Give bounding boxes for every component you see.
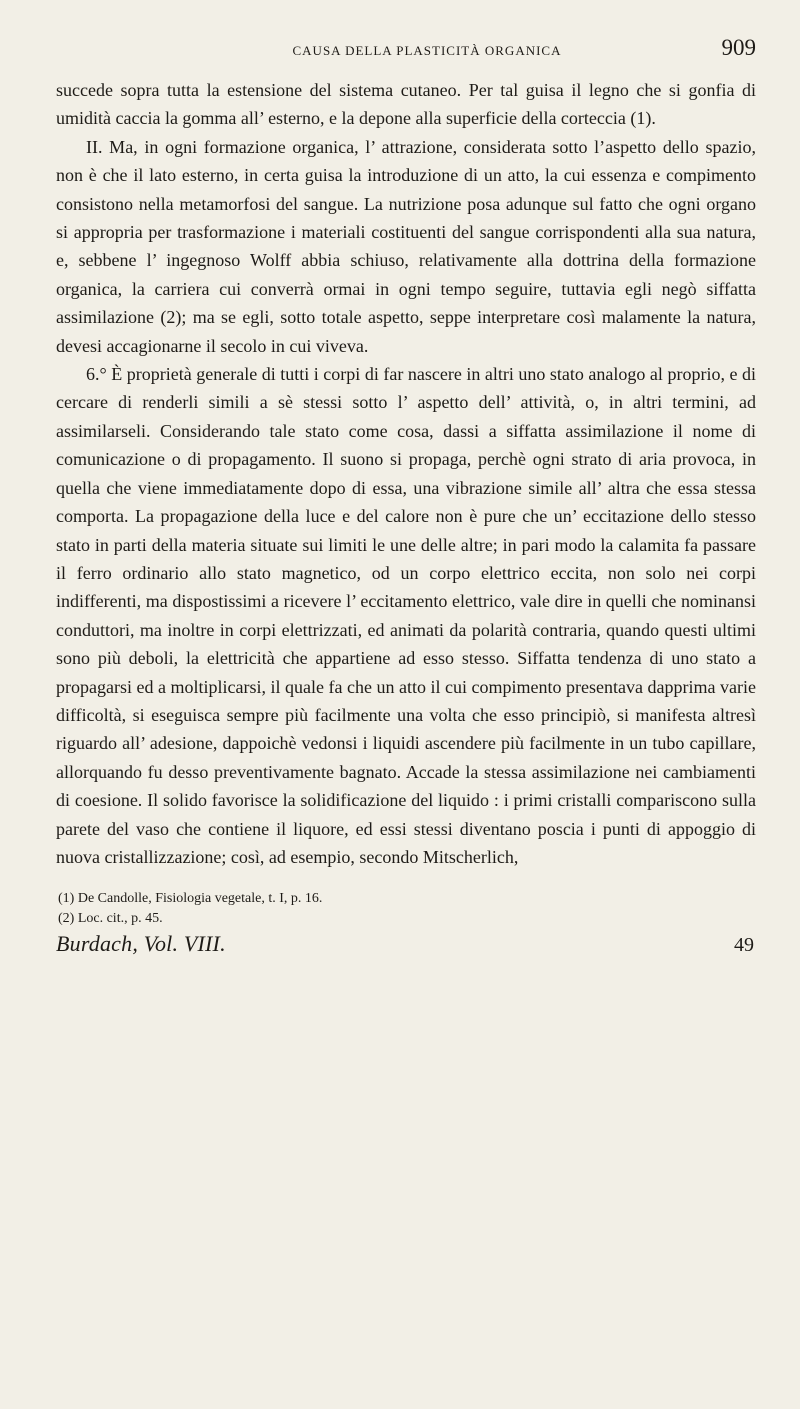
paragraph-section-6: 6.° È proprietà generale di tutti i corpi di far nascere in altri uno stato analogo al proprio, e di cercare di renderli simili a sè stessi sotto l’ aspetto dell’ attività, o, in altri termini, ad assimilarseli. Considerando tale stato come cosa, dassi a siffatta assimilazione il nome di comunicazione o di propagamento. Il suono si propaga, perchè ogni strato di aria provoca, in quella che viene immediatamente dopo di essa, una vibrazione simile all’ altra che essa stessa comporta. La propagazione della luce e del calore non è pure che un’ eccitazione dello stesso stato in parti della materia situate sui limiti le une delle altre; in pari modo la calamita fa passare il ferro ordinario allo stato magnetico, od un corpo elettrico eccita, non solo nei corpi indifferenti, ma dispostissimi a ricevere l’ eccitamento elettrico, vale dire in quelli che nominansi conduttori, ma inoltre in corpi elettrizzati, ed animati da polarità contraria, quando questi ultimi sono più deboli, la elettricità che appartiene ad esso stesso. Siffatta tendenza di uno stato a propagarsi ed a moltiplicarsi, il quale fa che un atto il cui compimento presentava dapprima varie difficoltà, si eseguisca sempre più facilmente una volta che esso principiò, si manifesta altresì riguardo all’ adesione, dappoichè vedonsi i liquidi ascendere più facilmente in un tubo capillare, allorquando fu desso preventivamente bagnato. Accade la stessa assimilazione nei cambiamenti di coesione. Il solido favorisce la solidificazione del liquido : i primi cristalli compariscono sulla parete del vaso che contiene il liquore, ed essi stessi diventano poscia i punti di appoggio di nuova cristallizzazione; così, ad esempio, secondo Mitscherlich,	[56, 364, 756, 867]
main-text	[56, 76, 756, 871]
page-number: 909	[721, 35, 756, 60]
book-signature: Burdach, Vol. VIII.	[56, 931, 226, 957]
paragraph-section-ii: II. Ma, in ogni formazione organica, l’ attrazione, considerata sotto l’aspetto dello spazio, non è che il lato esterno, in certa guisa la introduzione di un atto, la cui essenza e compimento consistono nella metamorfosi del sangue. La nutrizione posa adunque sul fatto che ogni organo si appropria per trasformazione i materiali costituenti del sangue corrispondenti alla sua natura, e, sebbene l’ ingegnoso Wolff abbia schiuso, relativamente alla dottrina della formazione organica, la carriera cui converrà ormai in ogni tempo seguire, tuttavia egli negò siffatta assimilazione (2); ma se egli, sotto totale aspetto, seppe interpretare così malamente la natura, devesi accagionarne il secolo in cui viveva.	[56, 136, 756, 356]
footnote-text: Loc. cit., p. 45.	[77, 911, 163, 927]
footnote-2	[56, 909, 756, 929]
sheet-number: 49	[734, 934, 754, 957]
book-page	[56, 36, 756, 957]
page-header	[56, 36, 756, 66]
footnotes	[56, 889, 756, 929]
footnote-marker: (2)	[58, 911, 75, 927]
footnote-marker: (1)	[58, 891, 75, 907]
footnote-text: De Candolle, Fisiologia vegetale, t. I, p. 16.	[77, 891, 323, 907]
footnote-1	[56, 889, 756, 909]
paragraph-continued: succede sopra tutta la estensione del sistema cutaneo. Per tal guisa il legno che si gonfia di umidità caccia la gomma all’ esterno, e la depone alla superficie della corteccia (1).	[56, 80, 756, 129]
page-footer	[56, 931, 756, 957]
running-head: CAUSA DELLA PLASTICITÀ ORGANICA	[292, 43, 562, 58]
